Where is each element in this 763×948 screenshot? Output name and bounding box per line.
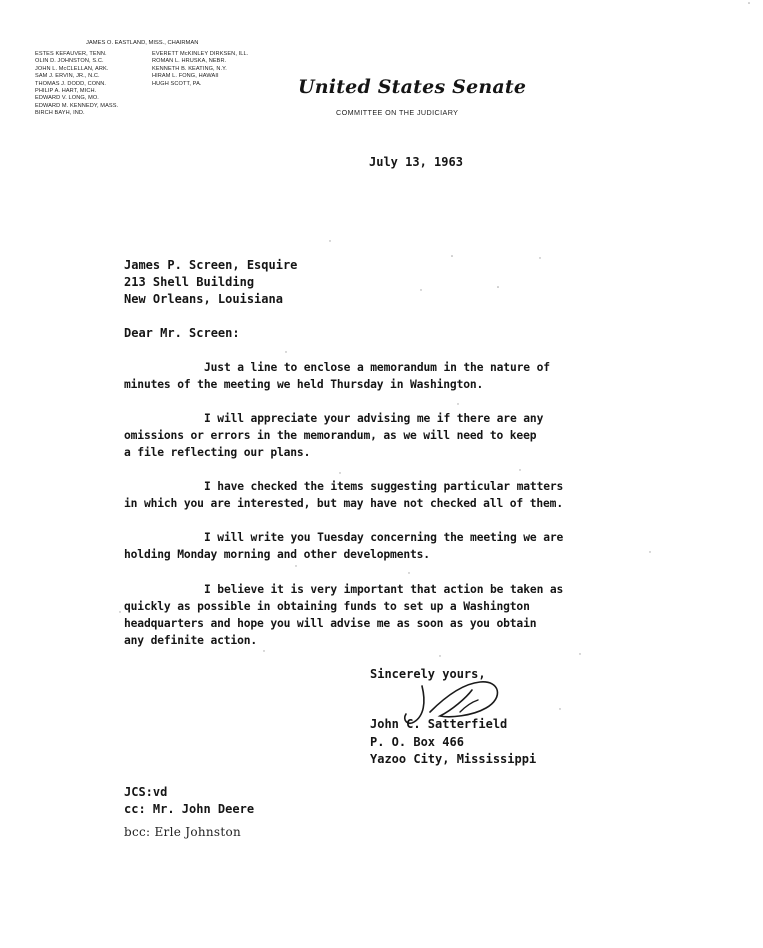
- signer-city: Yazoo City, Mississippi: [370, 752, 537, 766]
- committee-member: KENNETH B. KEATING, N.Y.: [152, 65, 227, 72]
- letterhead-subtitle: COMMITTEE ON THE JUDICIARY: [336, 108, 459, 117]
- paragraph-line: omissions or errors in the memorandum, as we will need to keep: [124, 429, 537, 442]
- paragraph-line: a file reflecting our plans.: [124, 446, 311, 459]
- body-paragraph: [124, 529, 624, 563]
- paragraph-line: holding Monday morning and other developments.: [124, 548, 430, 561]
- recipient-name: James P. Screen, Esquire: [124, 258, 298, 272]
- salutation: Dear Mr. Screen:: [124, 326, 240, 340]
- letterhead-title: United States Senate: [298, 76, 527, 98]
- body-paragraph: [124, 478, 624, 512]
- committee-member: EVERETT McKINLEY DIRKSEN, ILL.: [152, 51, 249, 57]
- paragraph-line: I believe it is very important that action be taken as: [204, 583, 564, 596]
- committee-member: JOHN L. McCLELLAN, ARK.: [35, 65, 109, 72]
- typist-initials: JCS:vd: [124, 785, 168, 799]
- committee-member: PHILIP A. HART, MICH.: [35, 87, 97, 94]
- paragraph-line: headquarters and hope you will advise me as soon as you obtain: [124, 617, 537, 630]
- paragraph-line: any definite action.: [124, 634, 258, 647]
- body-paragraph: [124, 359, 624, 393]
- committee-member: EDWARD V. LONG, MO.: [35, 95, 99, 102]
- recipient-city: New Orleans, Louisiana: [124, 292, 283, 306]
- cc-line: cc: Mr. John Deere: [124, 802, 255, 816]
- closing: Sincerely yours,: [370, 667, 486, 681]
- signer-name: John C. Satterfield: [370, 717, 508, 731]
- paragraph-line: I will appreciate your advising me if there are any: [204, 412, 544, 425]
- paragraph-line: quickly as possible in obtaining funds to set up a Washington: [124, 600, 530, 613]
- committee-member: EDWARD M. KENNEDY, MASS.: [35, 102, 119, 109]
- bcc-line: bcc: Erle Johnston: [124, 825, 242, 839]
- recipient-street: 213 Shell Building: [124, 275, 255, 289]
- committee-member: HUGH SCOTT, PA.: [152, 80, 202, 87]
- committee-member: SAM J. ERVIN, JR., N.C.: [35, 73, 100, 80]
- paragraph-line: Just a line to enclose a memorandum in the nature of: [204, 361, 550, 374]
- committee-member: OLIN D. JOHNSTON, S.C.: [35, 58, 104, 65]
- committee-member: ROMAN L. HRUSKA, NEBR.: [152, 58, 227, 65]
- paragraph-line: in which you are interested, but may have not checked all of them.: [124, 497, 563, 510]
- body-paragraph: [124, 581, 624, 649]
- committee-member: ESTES KEFAUVER, TENN.: [35, 51, 107, 57]
- committee-member: THOMAS J. DODD, CONN.: [35, 80, 107, 87]
- signer-box: P. O. Box 466: [370, 735, 464, 749]
- letter-date: July 13, 1963: [369, 155, 463, 169]
- committee-member: BIRCH BAYH, IND.: [35, 110, 85, 117]
- body-paragraph: [124, 410, 624, 461]
- committee-members-left: [35, 51, 118, 118]
- paragraph-line: I have checked the items suggesting particular matters: [204, 480, 564, 493]
- committee-member: HIRAM L. FONG, HAWAII: [152, 73, 219, 80]
- paragraph-line: minutes of the meeting we held Thursday in Washington.: [124, 378, 484, 391]
- committee-members-right: [152, 51, 248, 88]
- paragraph-line: I will write you Tuesday concerning the meeting we are: [204, 531, 564, 544]
- committee-chairman: JAMES O. EASTLAND, MISS., CHAIRMAN: [86, 40, 199, 46]
